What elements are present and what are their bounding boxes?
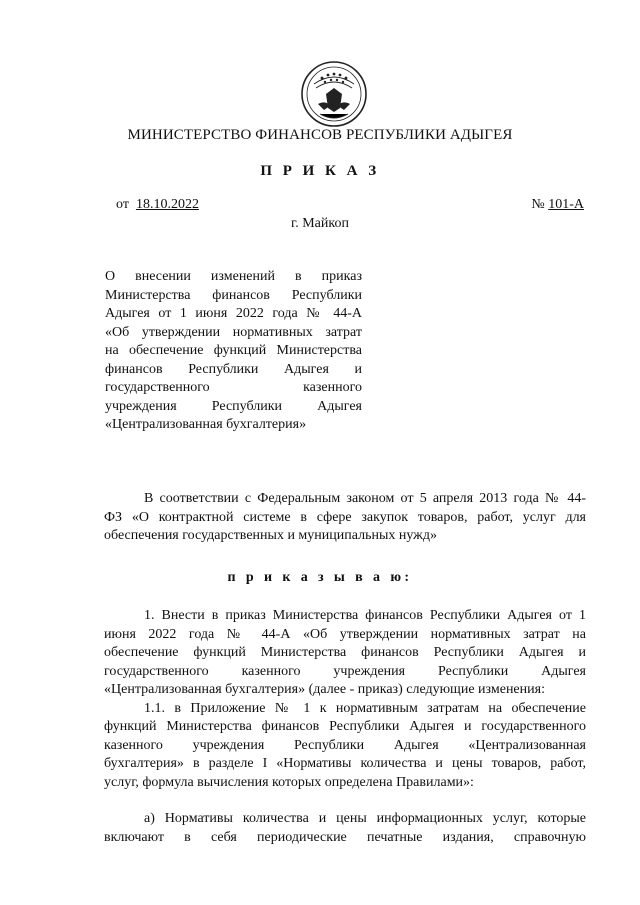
subject-line: О внесении изменений в приказ [105, 269, 362, 284]
paragraph-line: государственного казенного учреждения Республики Адыгея [104, 663, 586, 679]
paragraph-line: 1. Внести в приказ Министерства финансов Республики Адыгея от 1 [144, 608, 586, 623]
item-1 [104, 607, 586, 700]
document-type-heading: П Р И К А З [260, 163, 380, 179]
date-prefix: от [116, 197, 129, 212]
paragraph-line: 1.1. в Приложение № 1 к нормативным затратам на обеспечение [144, 700, 586, 716]
subject-line: финансов Республики Адыгея и [105, 361, 362, 377]
paragraph-line: бухгалтерия» в разделе I «Нормативы количества и цены товаров, работ, [104, 756, 586, 771]
legal-basis-paragraph [104, 490, 586, 546]
paragraph-line: ФЗ «О контрактной системе в сфере закупок товаров, работ, услуг для [104, 509, 586, 525]
subject-line: государственного казенного [105, 380, 362, 395]
subject-line: «Централизованная бухгалтерия» [105, 417, 307, 432]
paragraph-line: «Централизованная бухгалтерия» (далее - приказ) следующие изменения: [104, 682, 545, 697]
decree-heading: п р и к а з ы в а ю: [227, 570, 413, 585]
paragraph-line: В соответствии с Федеральным законом от 5 апреля 2013 года № 44- [144, 491, 586, 506]
paragraph-line: а) Нормативы количества и цены информационных услуг, которые [144, 811, 586, 826]
order-items [104, 607, 586, 847]
subject-line: на обеспечение функций Министерства [105, 343, 362, 358]
order-date [116, 196, 199, 214]
order-number [531, 196, 584, 214]
paragraph-line: обеспечение функций Министерства финансов Республики Адыгея и [104, 645, 586, 660]
adygea-coat-of-arms-icon [300, 60, 368, 128]
paragraph-line: казенного учреждения Республики Адыгея «Централизованная [104, 737, 586, 753]
ministry-name: МИНИСТЕРСТВО ФИНАНСОВ РЕСПУБЛИКИ АДЫГЕЯ [127, 127, 513, 143]
item-a [104, 810, 586, 847]
paragraph-line: включают в себя периодические печатные издания, справочную [104, 829, 586, 845]
city-name: г. Майкоп [291, 216, 349, 231]
date-value: 18.10.2022 [135, 197, 199, 212]
subject-line: Адыгея от 1 июня 2022 года № 44-А [105, 306, 362, 321]
order-subject [105, 268, 362, 435]
paragraph-line: июня 2022 года № 44-А «Об утверждении нормативных затрат на [104, 626, 586, 642]
subject-line: учреждения Республики Адыгея [105, 398, 362, 414]
number-value: 101-А [548, 197, 584, 212]
paragraph-line: услуг, формула вычисления которых определена Правилами»: [104, 774, 474, 790]
item-1-1 [104, 700, 586, 793]
paragraph-line: обеспечения государственных и муниципальных нужд» [104, 528, 437, 543]
subject-line: Министерства финансов Республики [105, 287, 362, 303]
paragraph-line: функций Министерства финансов Республики Адыгея и государственного [104, 719, 586, 734]
number-prefix: № [531, 197, 545, 212]
subject-line: «Об утверждении нормативных затрат [105, 324, 362, 340]
